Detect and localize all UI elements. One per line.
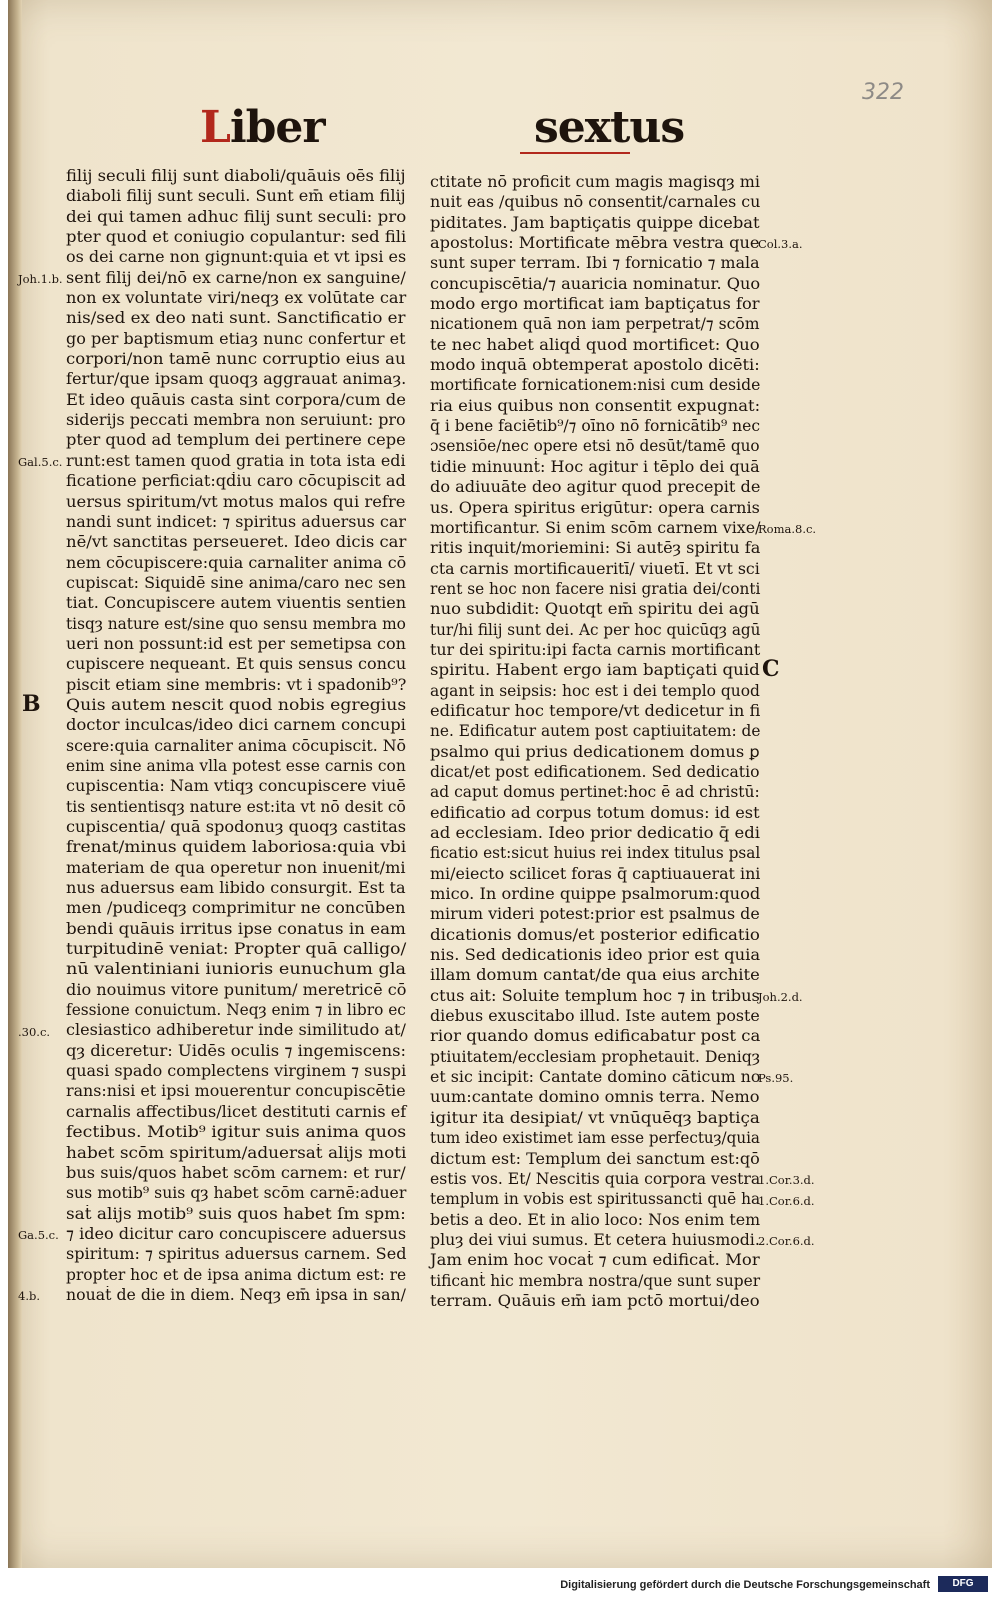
- text-line: dio nouimus vitore punitum/ meretricē cō: [66, 980, 407, 999]
- text-line: sent filij dei/nō ex carne/non ex sanguine/: [66, 268, 406, 287]
- margin-note-right: Ps.95.: [758, 1071, 794, 1086]
- text-line: templum in vobis est spiritussancti quē ha: [430, 1190, 761, 1209]
- text-line: quasi spado complectens virginem ⁊ suspi: [66, 1062, 407, 1081]
- text-line: rans:nisi et ipsi mouerentur concupiscētie: [66, 1082, 406, 1101]
- text-line: diebus exuscitabo illud. Iste autem poste: [430, 1007, 760, 1026]
- text-line: sus motib⁹ suis qȝ habet scōm carnē:aduer: [66, 1184, 407, 1203]
- text-line: ad ecclesiam. Ideo prior dedicatio q̄ edi: [430, 824, 761, 842]
- text-line: mico. In ordine quippe psalmorum:quod: [430, 885, 761, 904]
- text-line: tificanṫ hic membra nostra/que sunt super: [430, 1271, 761, 1290]
- text-line: nuo subdidit: Quotqt em̄ spiritu dei agū: [430, 600, 760, 619]
- text-line: psalmo qui prius dedicationem domus ꝑ: [430, 742, 760, 761]
- text-line: ueri non possunt:id est per semetipsa con: [66, 634, 407, 653]
- text-line: Quis autem nescit quod nobis egregius: [66, 695, 407, 714]
- text-line: os dei carne non gignunt:quia et vt ipsi es: [66, 248, 407, 267]
- section-letter-right: C: [762, 656, 780, 683]
- text-line: ad caput domus pertinet:hoc ē ad christū:: [430, 783, 760, 802]
- text-line: agant in seipsis: hoc est i dei templo quod: [430, 681, 760, 700]
- text-line: ctitate nō proficit cum magis magisqȝ mi: [430, 173, 761, 191]
- text-line: fessione conuictum. Neqȝ enim ⁊ in libro ec: [66, 1001, 406, 1020]
- margin-note-right: 2.Cor.6.d.: [758, 1234, 815, 1249]
- header-red-initial: L: [200, 102, 230, 153]
- text-line: cupiscentia: Nam vtiqȝ concupiscere viuē: [66, 777, 406, 796]
- text-line: habet scōm spiritum/aduersaṫ alijs moti: [66, 1143, 407, 1162]
- text-line: ɔsensiōe/nec opere etsi nō desūt/tamē quo: [430, 437, 760, 456]
- margin-note-left: 4.b.: [18, 1289, 40, 1304]
- text-line: dicationis domus/et posterior edificatio: [430, 925, 760, 944]
- footer-credit: Digitalisierung gefördert durch die Deutsche Forschungsgemeinschaft: [560, 1579, 930, 1591]
- margin-note-left: Gal.5.c.: [18, 454, 63, 469]
- text-line: q̄ i bene faciētib⁹/⁊ oīno nō fornicātib⁹ nec: [430, 417, 761, 436]
- text-line: tis sentientisqȝ nature est:ita vt nō desit cō: [66, 797, 406, 816]
- text-line: bus suis/quos habet scōm carnem: et rur/: [66, 1163, 406, 1182]
- margin-note-right: 1.Cor.3.d.: [758, 1173, 815, 1188]
- text-line: clesiastico adhiberetur inde similitudo at/: [66, 1021, 406, 1040]
- text-line: estis vos. Et/ Nescitis quia corpora vestra: [430, 1169, 761, 1188]
- text-line: te nec habet aliqḋ quod mortificet: Quo: [430, 335, 760, 354]
- text-line: pluȝ dei viui sumus. Et cetera huiusmodi.: [430, 1230, 760, 1249]
- margin-note-left: Ga.5.c.: [18, 1228, 59, 1243]
- text-line: nū valentiniani iunioris eunuchum gla: [66, 960, 407, 979]
- text-line: cupiscere nequeant. Et quis sensus concu: [66, 655, 407, 674]
- text-line: mortificate fornicationem:nisi cum deside: [430, 376, 761, 395]
- text-line: betis a deo. Et in alio loco: Nos enim tem: [430, 1210, 761, 1229]
- text-line: doctor inculcas/ideo dici carnem concupi: [66, 716, 406, 735]
- text-line: runt:est tamen quod gratia in tota ista edi: [66, 451, 406, 470]
- dfg-logo: DFG: [938, 1576, 988, 1592]
- text-line: apostolus: Mortificate mēbra vestra que: [430, 234, 760, 253]
- text-line: sunt super terram. Ibi ⁊ fornicatio ⁊ mala: [430, 254, 760, 273]
- text-line: nis. Sed dedicationis ideo prior est quia: [430, 946, 761, 965]
- text-line: cta carnis mortificaueritī/ viuetī. Et vt sci: [430, 559, 760, 578]
- text-line: nuit eas /quibus nō consentit/carnales cu: [430, 193, 761, 212]
- text-line: scere:quia carnaliter anima cōcupiscit. Nō: [66, 736, 407, 755]
- text-line: pter quod ad templum dei pertinere cepe: [66, 431, 406, 450]
- folio-number: 322: [862, 80, 904, 105]
- text-line: do adiuuāte deo agitur quod precepit de: [430, 478, 761, 497]
- text-line: concupiscētia/⁊ auaricia nominatur. Quo: [430, 274, 761, 293]
- text-line: dei qui tamen adhuc filij sunt seculi: pro: [66, 207, 407, 226]
- text-line: ⁊ ideo dicitur caro concupiscere aduersus: [66, 1224, 407, 1243]
- text-line: et sic incipit: Cantate domino cāticum no: [430, 1068, 761, 1087]
- text-line: nē/vt sanctitas perseueret. Ideo dicis car: [66, 533, 407, 552]
- text-line: Jam enim hoc vocaṫ ⁊ cum edificaṫ. Mor: [430, 1251, 760, 1270]
- text-line: modo inquā obtemperat apostolo dicēti:: [430, 356, 760, 375]
- text-line: dicat/et post edificationem. Sed dedicatio: [430, 762, 760, 781]
- section-letter-left: B: [22, 691, 41, 718]
- text-line: cupiscentia/ quā spodonuȝ quoqȝ castitas: [66, 818, 407, 836]
- margin-note-right: Roma.8.c.: [758, 521, 817, 536]
- text-line: uum:cantate domino omnis terra. Nemo: [430, 1088, 760, 1107]
- text-line: turpitudinē veniat: Propter quā calligo/: [66, 940, 407, 959]
- text-line: carnalis affectibus/licet destituti carnis ef: [66, 1102, 407, 1121]
- text-line: tur dei spiritu:ipi facta carnis mortificant: [430, 640, 761, 659]
- text-line: edificatio ad corpus totum domus: id est: [430, 803, 760, 822]
- text-line: igitur ita desipiat/ vt vnūquēqȝ baptiça: [430, 1108, 760, 1127]
- text-line: nis/sed ex deo nati sunt. Sanctificatio er: [66, 309, 406, 328]
- text-line: mi/eiecto scilicet foras q̄ captiuauerat ini: [430, 864, 761, 883]
- running-header-right: sextus: [534, 102, 685, 153]
- text-line: illam domum cantat/de qua eius archite: [430, 966, 760, 985]
- text-line: ficatio est:sicut huius rei index titulus psal: [430, 844, 761, 863]
- text-line: Et ideo quāuis casta sint corpora/cum de: [66, 390, 406, 409]
- text-line: ne. Edificatur autem post captiuitatem: de: [430, 722, 761, 741]
- text-line: ficatione perficiat:qḋiu caro cōcupiscit ad: [66, 472, 406, 491]
- text-line: piditates. Jam baptiçatis quippe dicebat: [430, 213, 760, 232]
- text-line: pter quod et coniugio copulantur: sed fili: [66, 228, 407, 247]
- text-line: tur/hi filij sunt dei. Ac per hoc quicūqȝ agū: [430, 620, 761, 639]
- text-line: qȝ diceretur: Uidēs oculis ⁊ ingemiscens:: [66, 1041, 407, 1060]
- running-header-left: [200, 102, 325, 153]
- text-line: piscit etiam sine membris: vt i spadonib⁹?: [66, 675, 407, 694]
- margin-note-left: .30.c.: [18, 1024, 51, 1039]
- text-line: nouaṫ de die in diem. Neqȝ em̄ ipsa in san/: [66, 1285, 406, 1304]
- text-line: modo ergo mortificat iam baptiçatus for: [430, 295, 760, 314]
- text-line: men /pudiceqȝ comprimitur ne concūben: [66, 899, 406, 918]
- text-line: us. Opera spiritus erigūtur: opera carnis: [430, 498, 760, 517]
- text-line: nem cōcupiscere:quia carnaliter anima cō: [66, 553, 407, 572]
- text-line: siderijs peccati membra non seruiunt: pro: [66, 411, 406, 430]
- text-line: propter hoc et de ipsa anima dictum est: re: [66, 1265, 407, 1284]
- text-line: nandi sunt indicet: ⁊ spiritus aduersus car: [66, 512, 406, 531]
- text-line: dictum est: Templum dei sanctum est:qō: [430, 1149, 760, 1168]
- right-text-column: [430, 172, 760, 1311]
- text-line: mortificantur. Si enim scōm carnem vixe/: [430, 518, 761, 537]
- text-line: rent se hoc non facere nisi gratia dei/conti: [430, 579, 761, 598]
- text-line: cupiscat: Siquidē sine anima/caro nec sen: [66, 573, 407, 592]
- text-line: tiat. Concupiscere autem viuentis sentien: [66, 594, 407, 613]
- text-line: bendi quāuis irritus ipse conatus in eam: [66, 919, 406, 938]
- text-line: edificatur hoc tempore/vt dedicetur in fi: [430, 701, 761, 720]
- left-text-column: [66, 166, 406, 1305]
- header-left-text: iber: [229, 102, 325, 153]
- text-line: ptiuitatem/ecclesiam prophetauit. Deniqȝ: [430, 1047, 761, 1066]
- margin-note-left: Joh.1.b.: [18, 271, 63, 286]
- text-line: ritis inquit/moriemini: Si autēȝ spiritu fa: [430, 539, 761, 558]
- text-line: non ex voluntate viri/neqȝ ex volūtate car: [66, 289, 407, 308]
- text-line: saṫ alijs motib⁹ suis quos habet ſm spm:: [66, 1204, 406, 1223]
- margin-note-right: Joh.2.d.: [758, 990, 803, 1004]
- footer-bar: [0, 1568, 1000, 1603]
- text-line: rior quando domus edificabatur post ca: [430, 1027, 761, 1046]
- text-line: fectibus. Motib⁹ igitur suis anima quos: [66, 1123, 407, 1142]
- text-line: ctus ait: Soluite templum hoc ⁊ in tribus: [430, 986, 760, 1005]
- margin-note-right: 1.Cor.6.d.: [758, 1193, 815, 1208]
- text-line: tidie minuunṫ: Hoc agitur i tēplo dei quā: [430, 457, 760, 476]
- text-line: spiritum: ⁊ spiritus aduersus carnem. Sed: [66, 1245, 407, 1264]
- text-line: corpori/non tamē nunc corruptio eius au: [66, 350, 406, 369]
- text-line: ria eius quibus non consentit expugnat:: [430, 396, 761, 415]
- text-line: filij seculi filij sunt diaboli/quāuis oēs filij: [66, 167, 406, 185]
- text-line: nus aduersus eam libido consurgit. Est ta: [66, 879, 406, 898]
- text-line: nicationem quā non iam perpetrat/⁊ scōm: [430, 315, 760, 334]
- text-line: uersus spiritum/vt motus malos qui refre: [66, 492, 406, 511]
- text-line: frenat/minus quidem laboriosa:quia vbi: [66, 838, 407, 857]
- text-line: fertur/que ipsam quoqȝ aggrauat animaȝ.: [66, 370, 407, 389]
- book-spine: [8, 0, 22, 1568]
- text-line: tum ideo existimet iam esse perfectuȝ/quia: [430, 1129, 760, 1148]
- text-line: terram. Quāuis em̄ iam pctō mortui/deo: [430, 1291, 760, 1310]
- text-line: spiritu. Habent ergo iam baptiçati quid: [430, 661, 760, 680]
- text-line: diaboli filij sunt seculi. Sunt em̄ etiam filij: [66, 187, 406, 206]
- text-line: tisqȝ nature est/sine quo sensu membra mo: [66, 614, 406, 633]
- text-line: mirum videri potest:prior est psalmus de: [430, 905, 760, 924]
- margin-note-right: Col.3.a.: [758, 237, 803, 252]
- text-line: go per baptismum etiaȝ nunc confertur et: [66, 329, 406, 348]
- text-line: enim sine anima vlla potest esse carnis con: [66, 756, 406, 775]
- text-line: materiam de qua operetur non inuenit/mi: [66, 858, 406, 877]
